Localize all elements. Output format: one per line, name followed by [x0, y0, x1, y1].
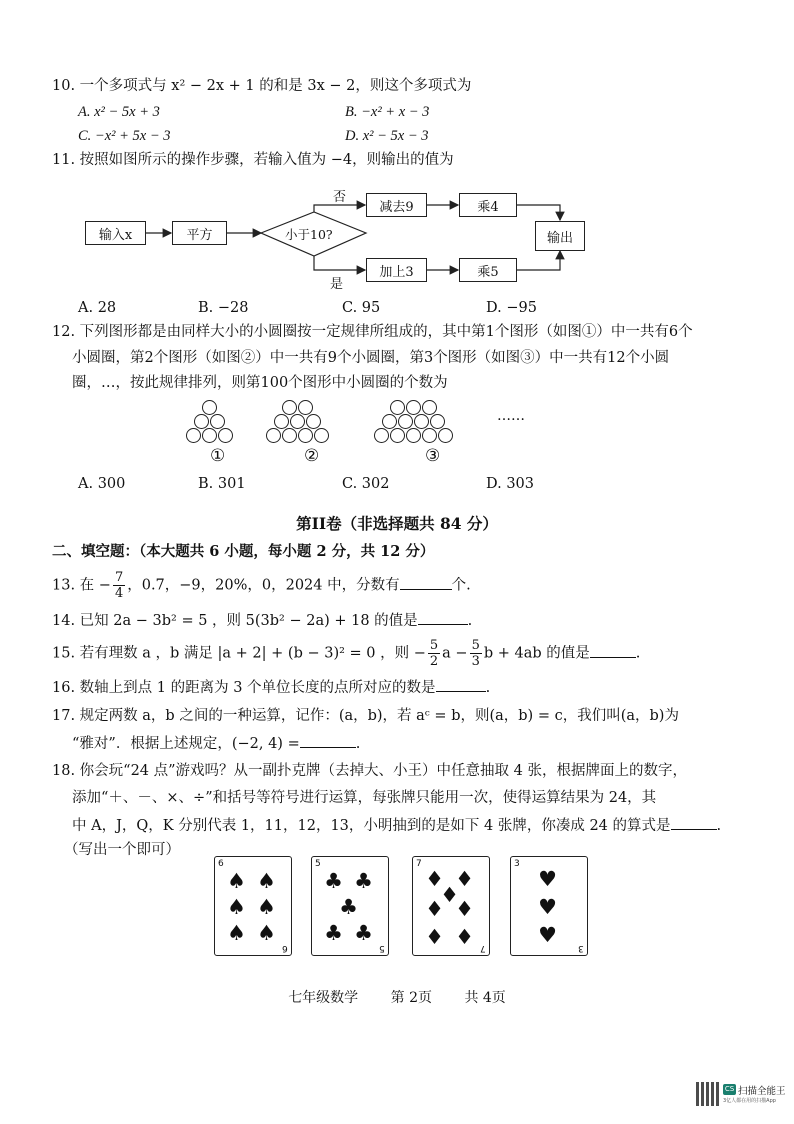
q11-option-d: D. −95 — [486, 300, 537, 316]
card-rank-corner: 7 — [416, 859, 422, 869]
part2-title: 第II卷（非选择题共 84 分） — [296, 514, 498, 533]
q18-line3 — [72, 815, 721, 836]
card-suit-icon: ♦ — [455, 867, 474, 891]
q13-post: ，0.7，−9，20%，0，2024 中，分数有 — [127, 577, 400, 594]
card-suit-icon: ♥ — [538, 923, 557, 947]
card-suit-icon: ♠ — [227, 869, 246, 893]
q11-flowchart — [0, 0, 794, 300]
q13-pre: 13. 在 − — [52, 577, 111, 594]
figure-3-circle — [422, 400, 437, 415]
q18-line3-text: 中 A，J，Q，K 分别代表 1，11，12，13，小明抽到的是如下 4 张牌，你凑成 24 的算式是 — [72, 818, 671, 834]
q11-option-c: C. 95 — [342, 300, 381, 316]
flow-output-box: 输出 — [535, 221, 585, 251]
q14-answer-blank[interactable] — [418, 610, 468, 625]
footer-page: 第 2页 — [390, 990, 432, 1006]
q10-option-d: D. x² − 5x − 3 — [345, 128, 429, 144]
card-suit-icon: ♣ — [354, 869, 373, 893]
card-rank-corner: 6 — [218, 859, 224, 869]
card-rank-corner: 3 — [578, 943, 584, 953]
card-rank-corner: 6 — [282, 943, 288, 953]
flow-times5-box: 乘5 — [459, 258, 517, 282]
figure-3-circle — [406, 400, 421, 415]
q17-tail: . — [355, 736, 361, 752]
flow-square-box: 平方 — [172, 221, 227, 245]
figure-1-circle — [218, 428, 233, 443]
figure-3-circle — [438, 428, 453, 443]
q18-line4: （写出一个即可） — [64, 842, 180, 858]
figure-1-circle — [202, 428, 217, 443]
q15-pre: 15. 若有理数 a ，b 满足 |a + 2| + (b − 3)² = 0 ，则 − — [52, 645, 426, 662]
q10-option-b: B. −x² + x − 3 — [345, 104, 430, 120]
figure-label-2: ② — [304, 446, 320, 466]
q13-answer-blank[interactable] — [400, 575, 452, 590]
q12-option-a: A. 300 — [78, 476, 126, 492]
figure-1-circle — [194, 414, 209, 429]
footer-subject: 七年级数学 — [288, 990, 359, 1006]
figure-label-1: ① — [210, 446, 226, 466]
q17-line1: 17. 规定两数 a，b 之间的一种运算，记作：(a，b)，若 aᶜ = b，则(a，b) = c，我们叫(a，b)为 — [52, 708, 679, 724]
q16-text: 16. 数轴上到点 1 的距离为 3 个单位长度的点所对应的数是 — [52, 680, 436, 696]
card-suit-icon: ♦ — [455, 925, 474, 949]
figure-3-circle — [406, 428, 421, 443]
q16 — [52, 677, 490, 698]
card-suit-icon: ♠ — [227, 921, 246, 945]
q12-stem-line1: 12. 下列图形都是由同样大小的小圆圈按一定规律所组成的，其中第1个图形（如图①）中一共有6个 — [52, 324, 693, 340]
flow-condition-label: 小于10? — [285, 227, 333, 242]
q13-tail: 个. — [451, 577, 471, 594]
card-suit-icon: ♥ — [538, 895, 557, 919]
q12-option-d: D. 303 — [486, 476, 535, 492]
playing-card-3 — [510, 856, 588, 956]
card-suit-icon: ♦ — [425, 897, 444, 921]
q14-text: 14. 已知 2a − 3b² = 5 ，则 5(3b² − 2a) + 18 的值是 — [52, 613, 418, 629]
card-suit-icon: ♦ — [425, 925, 444, 949]
q17-line2 — [72, 733, 360, 754]
q10-option-c: C. −x² + 5x − 3 — [78, 128, 171, 144]
figure-2-circle — [298, 428, 313, 443]
figure-2-circle — [282, 428, 297, 443]
q12-option-b: B. 301 — [198, 476, 246, 492]
card-suit-icon: ♠ — [227, 895, 246, 919]
q16-tail: . — [485, 680, 491, 696]
flow-plus3-box: 加上3 — [366, 258, 427, 282]
q17-answer-blank[interactable] — [300, 733, 356, 748]
footer-total: 共 4页 — [464, 990, 506, 1006]
q10-stem: 10. 一个多项式与 x² − 2x + 1 的和是 3x − 2，则这个多项式为 — [52, 78, 472, 94]
figure-3-circle — [390, 400, 405, 415]
card-rank-corner: 5 — [379, 943, 385, 953]
playing-card-6 — [214, 856, 292, 956]
figure-1-circle — [186, 428, 201, 443]
card-suit-icon: ♦ — [440, 883, 459, 907]
q18-line1: 18. 你会玩“24 点”游戏吗？从一副扑克牌（去掉大、小王）中任意抽取 4 张，根据牌面上的数字， — [52, 763, 687, 779]
figure-1-circle — [202, 400, 217, 415]
q18-answer-blank[interactable] — [671, 815, 717, 830]
flow-times4-box: 乘4 — [459, 193, 517, 217]
q16-answer-blank[interactable] — [436, 677, 486, 692]
card-suit-icon: ♦ — [425, 867, 444, 891]
figure-3-circle — [414, 414, 429, 429]
card-suit-icon: ♣ — [354, 921, 373, 945]
card-suit-icon: ♣ — [339, 895, 358, 919]
playing-card-7 — [412, 856, 490, 956]
figure-3-circle — [422, 428, 437, 443]
figure-3-circle — [374, 428, 389, 443]
q18-line3-tail: . — [716, 818, 722, 834]
playing-card-5 — [311, 856, 389, 956]
figure-2-circle — [266, 428, 281, 443]
camscanner-name: 扫描全能王 — [738, 1086, 786, 1097]
flowchart-connectors — [0, 0, 794, 300]
q15-frac2-den: 3 — [471, 654, 480, 669]
q18-line2: 添加“＋、－、×、÷”和括号等符号进行运算，每张牌只能用一次，使得运算结果为 24，其 — [72, 790, 657, 806]
q12-stem-line3: 圈，…，按此规律排列，则第100个图形中小圆圈的个数为 — [72, 375, 448, 391]
q15-frac2-num: 5 — [471, 638, 480, 653]
flow-input-box: 输入x — [85, 221, 146, 245]
figure-2-circle — [314, 428, 329, 443]
q15-post: b + 4ab 的值是 — [483, 645, 590, 662]
figure-2-circle — [306, 414, 321, 429]
card-suit-icon: ♥ — [538, 867, 557, 891]
figure-2-circle — [298, 400, 313, 415]
figure-2-circle — [274, 414, 289, 429]
figure-2-circle — [290, 414, 305, 429]
q11-option-b: B. −28 — [198, 300, 249, 316]
flow-minus9-box: 减去9 — [366, 193, 427, 217]
card-rank-corner: 7 — [480, 943, 486, 953]
q14-tail: . — [467, 613, 473, 629]
figure-label-3: ③ — [425, 446, 441, 466]
scanner-watermark — [696, 1082, 788, 1112]
q13-frac-den: 4 — [114, 586, 124, 601]
q12-option-c: C. 302 — [342, 476, 390, 492]
card-suit-icon: ♣ — [324, 869, 343, 893]
camscanner-sub: 3亿人都在用的扫描App — [723, 1098, 776, 1104]
q17-line2-text: “雅对”．根据上述规定，(−2, 4) = — [72, 736, 300, 752]
camscanner-badge: CS — [724, 1085, 735, 1093]
q10-option-a: A. x² − 5x + 3 — [78, 104, 160, 120]
figure-3-circle — [390, 428, 405, 443]
q15-answer-blank[interactable] — [590, 643, 636, 658]
card-suit-icon: ♣ — [324, 921, 343, 945]
q15-mid: a − — [442, 645, 468, 662]
page-footer — [0, 987, 794, 1007]
figure-ellipsis: …… — [497, 408, 525, 424]
card-suit-icon: ♠ — [257, 869, 276, 893]
q15-frac1-num: 5 — [429, 638, 439, 653]
q14 — [52, 610, 472, 631]
flow-yes-label: 是 — [330, 277, 344, 292]
figure-3-circle — [430, 414, 445, 429]
card-suit-icon: ♠ — [257, 895, 276, 919]
q11-option-a: A. 28 — [78, 300, 117, 316]
q12-stem-line2: 小圆圈，第2个图形（如图②）中一共有9个小圆圈，第3个图形（如图③）中一共有12个小圆 — [72, 350, 670, 366]
figure-1-circle — [210, 414, 225, 429]
q11-stem: 11. 按照如图所示的操作步骤，若输入值为 −4，则输出的值为 — [52, 152, 454, 168]
q15-frac1-den: 2 — [429, 654, 439, 669]
q15-tail: . — [635, 645, 641, 662]
figure-3-circle — [398, 414, 413, 429]
qr-code-icon — [696, 1082, 720, 1106]
card-rank-corner: 5 — [315, 859, 321, 869]
figure-2-circle — [282, 400, 297, 415]
q13 — [52, 570, 471, 601]
q13-frac-num: 7 — [114, 570, 124, 585]
card-suit-icon: ♠ — [257, 921, 276, 945]
figure-3-circle — [382, 414, 397, 429]
section2-heading: 二、填空题：（本大题共 6 小题，每小题 2 分，共 12 分） — [52, 543, 435, 560]
card-rank-corner: 3 — [514, 859, 520, 869]
card-suit-icon: ♦ — [455, 897, 474, 921]
q15 — [52, 638, 640, 669]
flow-no-label: 否 — [333, 190, 347, 205]
